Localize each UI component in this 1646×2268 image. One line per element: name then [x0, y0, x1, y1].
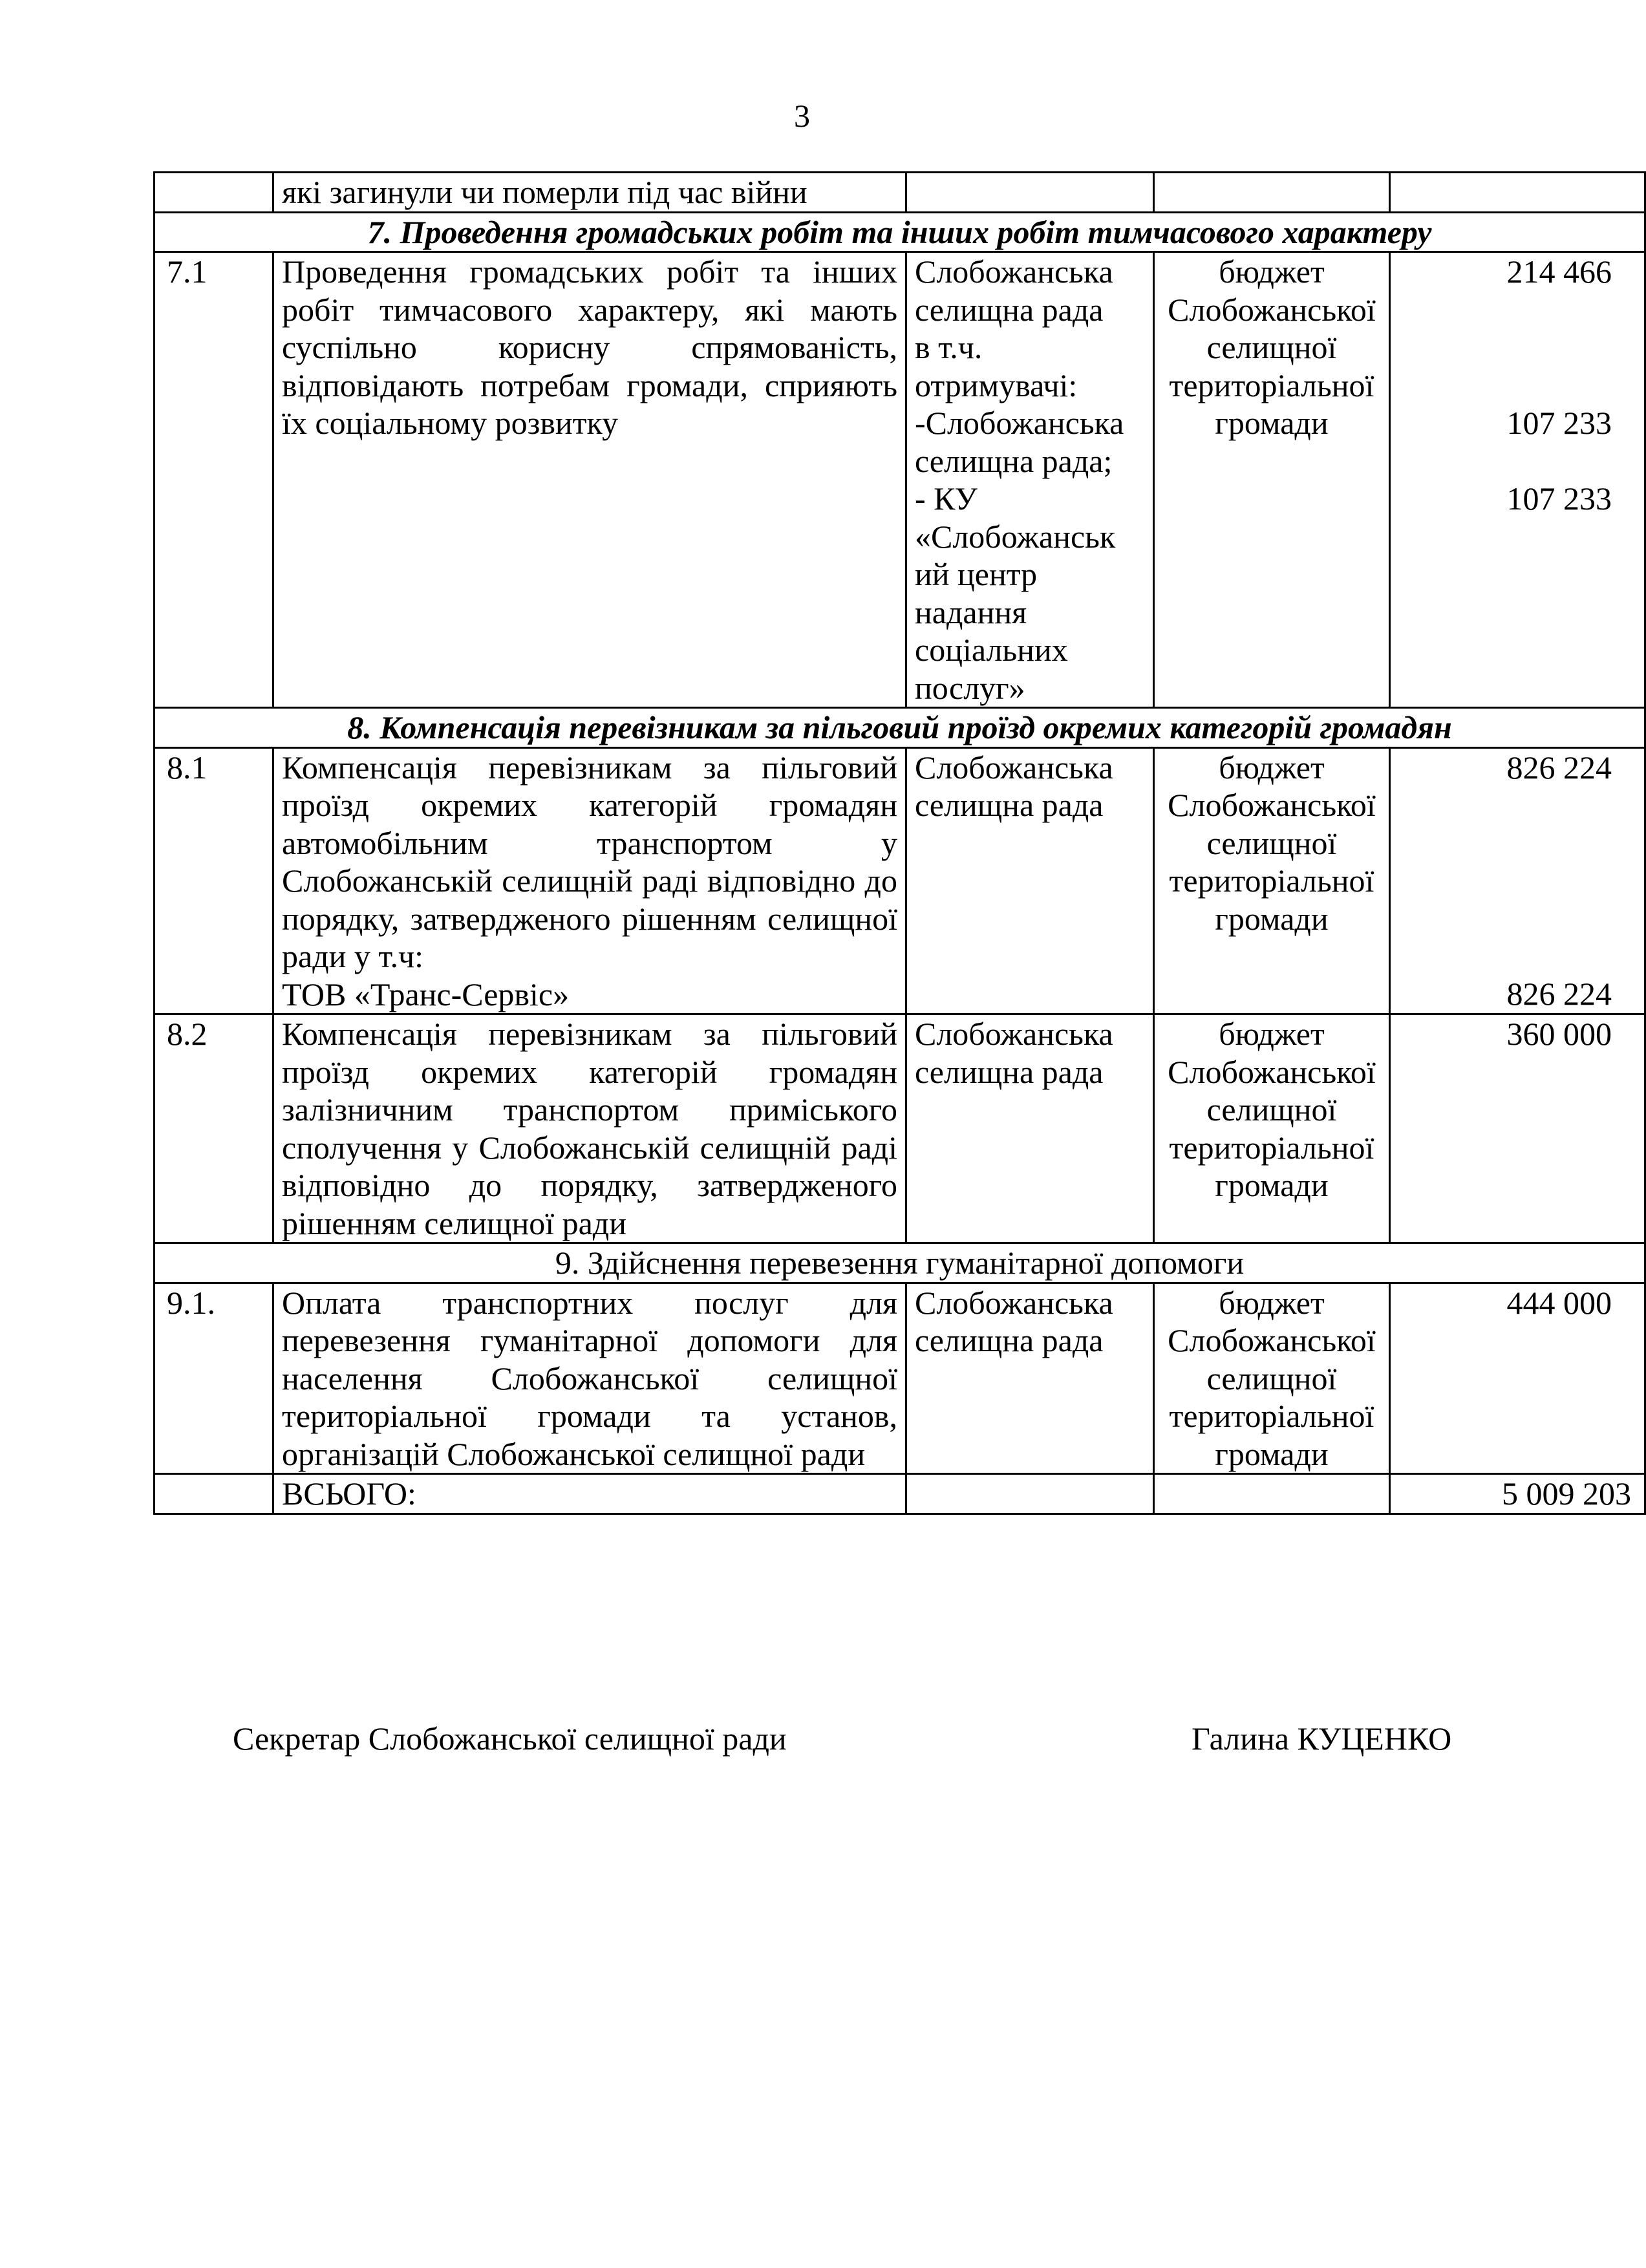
executor-cell: Слобожанська селищна рада в т.ч. отримувачі: -Слобожанська селищна рада; - КУ «Слобожанськ ий центр надання соціальних послуг»: [906, 252, 1154, 708]
section-header-row: [155, 708, 1645, 748]
program-measures-table: [153, 171, 1646, 1515]
table-row: [155, 173, 1645, 213]
description-sub: ТОВ «Транс-Сервіс»: [282, 976, 570, 1012]
row-number: 7.1: [155, 252, 273, 708]
table-row: [155, 1014, 1645, 1243]
amount-sub: 826 224: [1506, 976, 1612, 1012]
section-8-title: 8. Компенсація перевізникам за пільговий проїзд окремих категорій громадян: [155, 708, 1645, 748]
amount-sub: 107 233: [1506, 404, 1612, 441]
section-7-title: 7. Проведення громадських робіт та інших робіт тимчасового характеру: [155, 212, 1645, 252]
table-row: [155, 747, 1645, 1014]
description-text: Компенсація перевізникам за пільговий проїзд окремих категорій громадян автомобільним транспортом у Слобожанській селищній раді відповідно до порядку, затвердженого рішенням селищної ради у т.ч:: [282, 749, 897, 974]
row-number: 9.1.: [155, 1283, 273, 1474]
table-row: [155, 1283, 1645, 1474]
funding-source-cell: бюджет Слобожанської селищної територіальної громади: [1154, 1014, 1390, 1243]
section-header-row: [155, 1243, 1645, 1283]
description-cell: [273, 747, 906, 1014]
description-cell: які загинули чи померли під час війни: [273, 173, 906, 213]
amount-cell: 360 000: [1390, 1014, 1645, 1243]
funding-source-cell: бюджет Слобожанської селищної територіальної громади: [1154, 747, 1390, 1014]
description-cell: Проведення громадських робіт та інших робіт тимчасового характеру, які мають суспільно корисну спрямованість, відповідають потребам громади, сприяють їх соціальному розвитку: [273, 252, 906, 708]
funding-source-cell: бюджет Слобожанської селищної територіальної громади: [1154, 252, 1390, 708]
funding-source-cell: бюджет Слобожанської селищної територіальної громади: [1154, 1283, 1390, 1474]
section-9-title: 9. Здійснення перевезення гуманітарної допомоги: [155, 1243, 1645, 1283]
amount: 826 224: [1506, 749, 1612, 786]
total-label: ВСЬОГО:: [273, 1474, 906, 1514]
table-row: [155, 252, 1645, 708]
signature-position: Секретар Слобожанської селищної ради: [233, 1720, 787, 1757]
amount-cell: 444 000: [1390, 1283, 1645, 1474]
executor-cell: Слобожанська селищна рада: [906, 1283, 1154, 1474]
description-cell: Компенсація перевізникам за пільговий проїзд окремих категорій громадян залізничним транспортом приміського сполучення у Слобожанській селищній раді відповідно до порядку, затвердженого рішенням селищної ради: [273, 1014, 906, 1243]
total-row: [155, 1474, 1645, 1514]
amount-cell: [1390, 252, 1645, 708]
description-cell: Оплата транспортних послуг для перевезення гуманітарної допомоги для населення Слобожанської селищної територіальної громади та установ, організацій Слобожанської селищної ради: [273, 1283, 906, 1474]
amount: 214 466: [1506, 253, 1612, 290]
executor-cell: Слобожанська селищна рада: [906, 747, 1154, 1014]
row-number: 8.2: [155, 1014, 273, 1243]
executor-cell: Слобожанська селищна рада: [906, 1014, 1154, 1243]
amount-sub: 107 233: [1506, 480, 1612, 517]
page-number: 3: [794, 98, 810, 134]
row-number: 8.1: [155, 747, 273, 1014]
amount-cell: [1390, 747, 1645, 1014]
total-amount: 5 009 203: [1390, 1474, 1645, 1514]
section-header-row: [155, 212, 1645, 252]
signature-name: Галина КУЦЕНКО: [1192, 1720, 1452, 1757]
